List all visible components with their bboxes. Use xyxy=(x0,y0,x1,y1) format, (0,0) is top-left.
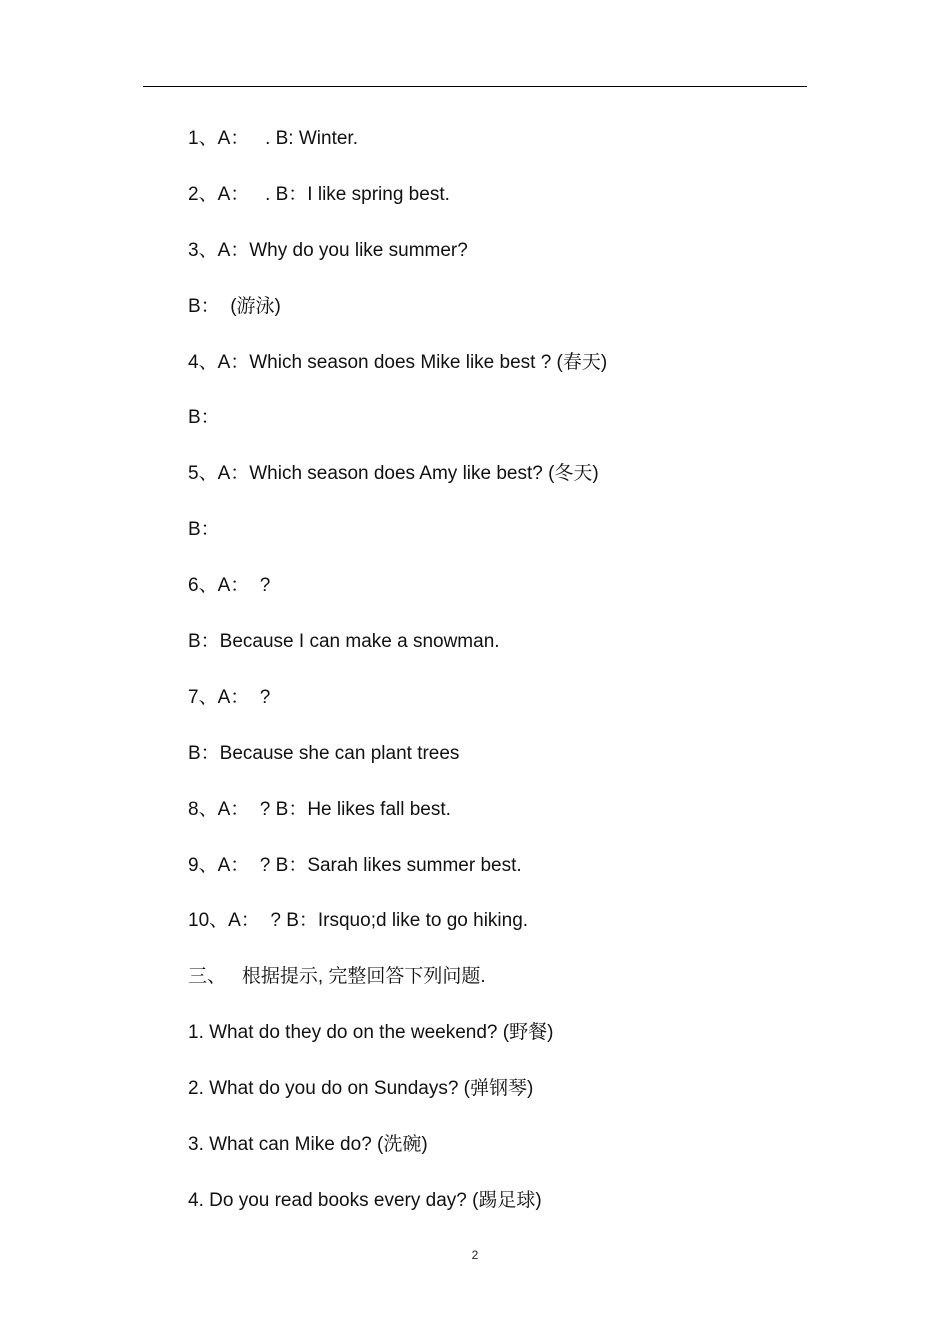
section-3-question-3: 3. What can Mike do? (洗碗) xyxy=(188,1134,428,1156)
answer-5: B： xyxy=(188,519,220,541)
question-5: 5、A：Which season does Amy like best? (冬天) xyxy=(188,463,599,485)
header-rule xyxy=(143,86,807,87)
section-3-question-4: 4. Do you read books every day? (踢足球) xyxy=(188,1189,542,1211)
question-4: 4、A：Which season does Mike like best ? (春天) xyxy=(188,351,608,373)
question-9: 9、A： ? B：Sarah likes summer best. xyxy=(188,854,522,876)
section-3-question-2: 2. What do you do on Sundays? (弹钢琴) xyxy=(188,1078,534,1100)
question-1: 1、A： . B: Winter. xyxy=(188,128,358,149)
answer-7: B：Because she can plant trees xyxy=(188,742,460,764)
question-7: 7、A： ? xyxy=(188,686,271,708)
question-10: 10、A： ? B：Irsquo;d like to go hiking. xyxy=(188,910,529,932)
page-number: 2 xyxy=(471,1248,479,1262)
question-2: 2、A： . B：I like spring best. xyxy=(188,183,450,205)
answer-3: B： (游泳) xyxy=(188,295,281,317)
answer-6: B：Because I can make a snowman. xyxy=(188,631,500,653)
question-6: 6、A： ? xyxy=(188,575,271,597)
section-3-question-1: 1. What do they do on the weekend? (野餐) xyxy=(188,1022,554,1044)
answer-4: B： xyxy=(188,407,220,429)
question-8: 8、A： ? B：He likes fall best. xyxy=(188,798,451,820)
section-heading-3: 三、 根据提示, 完整回答下列问题. xyxy=(188,966,486,988)
document-body xyxy=(188,124,828,1242)
question-3: 3、A：Why do you like summer? xyxy=(188,239,468,261)
